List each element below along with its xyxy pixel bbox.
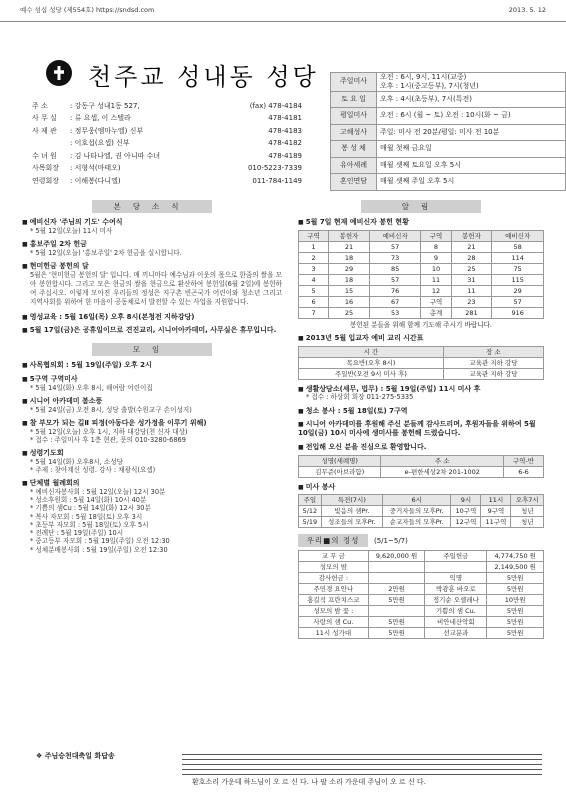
news-item-title: ■ 현미헌금 봉헌의 달 <box>22 262 282 271</box>
schedule-label: 토 요 일 <box>331 91 377 108</box>
table-cell: 성조들의 모후Pr. <box>321 517 382 528</box>
table-cell: 교육관 지하 강당 <box>443 368 543 379</box>
news-item <box>22 361 282 370</box>
table-cell: 교 무 금 <box>299 551 369 562</box>
news-item-detail: * 5월 14일(화) 오후 8시, 해여람 어린이집 <box>22 384 282 392</box>
table-cell: 성모의 밤 꽃 : <box>299 606 369 617</box>
top-bar <box>0 0 566 22</box>
table-cell: 15 <box>329 285 370 296</box>
table-cell: 주민경 요안나 <box>299 584 369 595</box>
table-cell: 28 <box>451 252 492 263</box>
table-header-cell: 시 간 <box>299 346 444 357</box>
contact-phone: 478-4181 <box>268 114 302 123</box>
parish-news-list <box>22 218 282 335</box>
news-item <box>298 385 544 402</box>
table-cell: 2,149,500 원 <box>487 562 544 573</box>
contact-value: : 김 나타나엘, 권 아니따 수녀 <box>70 151 161 160</box>
table-header-cell: 봉헌자 <box>329 230 370 241</box>
contact-phone: 478-4189 <box>268 151 302 160</box>
table-cell: 25 <box>451 263 492 274</box>
schedule-value: 매월 셋째 토요일 오후 5시 <box>377 157 566 174</box>
table-header-cell: 성명(세례명) <box>299 455 381 466</box>
news-item-title: ■ 5월 17일(금)은 공휴일이므로 견진교리, 시니어아카데미, 사무실은 휴무입니다. <box>22 326 282 335</box>
contact-row <box>32 150 302 163</box>
table-row <box>299 595 544 606</box>
news-item-detail: * 기쁨의 샘Cu : 5월 14일(화) 12시 30분 <box>22 504 282 512</box>
news-item-title: ■ 참 부모가 되는 길Ⅱ 피정(아동다운 성가정을 이루기 위해) <box>22 419 282 428</box>
table-header-row <box>299 495 544 506</box>
table-cell: 교육관 지하 강당 <box>443 357 543 368</box>
news-item <box>22 419 282 444</box>
table-cell: 6-6 <box>504 466 544 477</box>
class-table <box>298 346 544 380</box>
table-cell <box>368 606 425 617</box>
table-row <box>299 506 544 517</box>
table-cell: 23 <box>451 296 492 307</box>
schedule-value: 매월 첫째 금요일 <box>377 141 566 158</box>
table-header-cell: 봉헌자 <box>451 230 492 241</box>
table-cell: 총계 <box>421 307 451 318</box>
hymn-footer <box>22 748 544 792</box>
table-cell: 11 <box>421 274 451 285</box>
contact-info <box>32 100 302 188</box>
meetings-list <box>22 361 282 554</box>
schedule-row <box>331 124 566 141</box>
table-header-row <box>299 230 544 241</box>
news-item <box>22 262 282 308</box>
table-cell: 1 <box>299 241 329 252</box>
table-cell <box>425 562 487 573</box>
table-cell: 53 <box>369 307 421 318</box>
table-row <box>299 551 544 562</box>
news-item-detail: * 성소후원회 : 5월 14일(화) 10시 40분 <box>22 496 282 504</box>
contact-label: 주 소 <box>32 101 48 110</box>
table-cell: 성모의 밤 <box>299 562 369 573</box>
contact-value: : 이해봉(다니엘) <box>70 176 121 185</box>
table-cell: 8 <box>421 241 451 252</box>
table-cell: 25 <box>329 307 370 318</box>
contact-row <box>32 175 302 188</box>
church-name: 천주교 성내동 성당 <box>88 63 319 91</box>
contact-row <box>32 163 302 176</box>
news-item-title: ■ 시니어 아카데미 봄소풍 <box>22 397 282 406</box>
news-item <box>298 420 544 438</box>
table-row <box>299 307 544 318</box>
table-cell: 67 <box>369 296 421 307</box>
schedule-row <box>331 157 566 174</box>
table-row <box>299 466 544 477</box>
table-cell: 18 <box>329 274 370 285</box>
news-item <box>22 479 282 554</box>
table-row <box>299 584 544 595</box>
table-header-cell: 주일 <box>299 495 322 506</box>
table-cell: 사랑의 샘 Cu. <box>299 617 369 628</box>
finance-table <box>298 550 544 639</box>
table-cell <box>368 562 425 573</box>
table-cell: 2만원 <box>368 584 425 595</box>
table-cell: 5만원 <box>487 606 544 617</box>
table-cell: 11시 성가대 <box>299 628 369 639</box>
table-cell: 감사헌금 : <box>299 573 369 584</box>
table-cell: 73 <box>369 252 421 263</box>
schedule-label: 고해성사 <box>331 124 377 141</box>
table-row <box>299 252 544 263</box>
news-item-title: ■ 단체별 월례회의 <box>22 479 282 488</box>
table-cell: 114 <box>492 252 544 263</box>
news-item-detail: * 5월 24일(금) 오전 8시, 성당 출발(수원교구 손이성지) <box>22 406 282 414</box>
news-item-title: ■ 생활상담소(세무, 법무) : 5월 19일(주일) 11시 미사 후 <box>298 385 544 394</box>
table-cell: 76 <box>369 285 421 296</box>
table-cell: 주일헌금 <box>425 551 487 562</box>
table-cell: 85 <box>369 263 421 274</box>
left-column <box>22 200 282 554</box>
table-cell: 18 <box>329 252 370 263</box>
news-item-title: ■ 예비신자 '주님의 기도' 수여식 <box>22 218 282 227</box>
news-item <box>298 443 544 452</box>
news-item <box>22 375 282 392</box>
finance-title: 우리■의 정성 <box>298 534 368 547</box>
census-title: ■ 5월 7일 현재 예비신자 봉헌 현황 <box>298 218 544 227</box>
table-cell: 청년 <box>511 506 544 517</box>
news-item-detail: * 전례단 : 5월 19일(주일) 10시 <box>22 529 282 537</box>
schedule-row <box>331 174 566 191</box>
table-header-cell: 구역 <box>421 230 451 241</box>
table-cell: 16 <box>329 296 370 307</box>
table-cell: 29 <box>492 285 544 296</box>
news-item <box>298 407 544 416</box>
table-header-cell: 구역 <box>299 230 329 241</box>
table-row <box>299 296 544 307</box>
contact-row <box>32 138 302 151</box>
contact-value: : 서형석(마태오) <box>70 164 121 173</box>
news-item <box>22 449 282 474</box>
table-header-cell: 6시 <box>382 495 450 506</box>
news-item <box>22 313 282 322</box>
schedule-value: 매월 셋째 주일 오후 5시 <box>377 174 566 191</box>
table-header-cell: 오후7시 <box>511 495 544 506</box>
table-cell: 목요반(오후 8시) <box>299 357 444 368</box>
table-cell: 빛음의 샘Pr. <box>321 506 382 517</box>
class-title: ■ 2013년 5월 입교자 예비 교리 시간표 <box>298 334 544 343</box>
news-item <box>22 397 282 414</box>
table-cell: 5만원 <box>368 595 425 606</box>
news-item-detail: * 예비신자봉사회 : 5월 12일(오늘) 12시 30분 <box>22 488 282 496</box>
table-cell: 3 <box>299 263 329 274</box>
table-row <box>299 357 544 368</box>
news-item-detail: * 중고등부 자모회 : 5월 19일(주일) 오전 12:30 <box>22 537 282 545</box>
table-cell: 281 <box>451 307 492 318</box>
welcome-table <box>298 455 544 478</box>
table-cell: 5만원 <box>487 584 544 595</box>
table-cell: 29 <box>329 263 370 274</box>
table-header-cell: 주 소 <box>381 455 504 466</box>
schedule-label: 주일미사 <box>331 73 377 92</box>
table-header-cell: 장 소 <box>443 346 543 357</box>
table-header-cell: 구역-반 <box>504 455 544 466</box>
contact-value: : 강동구 성내1동 527, <box>70 101 140 110</box>
schedule-label: 평일미사 <box>331 108 377 125</box>
mass-title: ■ 미사 봉사 <box>298 483 544 492</box>
table-row <box>299 285 544 296</box>
table-row <box>299 368 544 379</box>
census-note: 봉헌된 분들을 위해 함께 기도해 주시기 바랍니다. <box>349 320 493 329</box>
news-item-paragraph: 5월은 '현미헌금 봉헌의 달' 입니다. 매 끼니마다 예수님과 이웃의 몫으로 한줌의 쌀을 모아 봉헌합시다. 그리고 모은 현금의 쌀을 현금으로 환산하여 봉헌일(6월 2일)에 봉헌하여 주십시오. 이렇게 모아진 우리들의 정성은 지구촌 빈곤국가 어린이와 청소년 그리고 지역사회를 위하여 한 마음이 공동체로서 발전할 수 있는 사업을 지원합니다. <box>30 270 282 307</box>
table-cell: 중거자들의 모후Pr. <box>382 506 450 517</box>
table-cell: 12구역 <box>451 517 481 528</box>
table-cell: 57 <box>369 274 421 285</box>
table-cell: 김무준(아브라함) <box>299 466 381 477</box>
table-cell: 2 <box>299 252 329 263</box>
schedule-label: 봉 성 체 <box>331 141 377 158</box>
news-item-detail: * 성체분배봉사회 : 5월 19일(주일) 오전 12:30 <box>22 546 282 554</box>
schedule-row <box>331 141 566 158</box>
notices-list <box>298 385 544 452</box>
table-cell: 박광훈 바오로 <box>425 584 487 595</box>
contact-value: : 류 요셉, 이 스텔라 <box>70 114 131 123</box>
table-cell: 9 <box>421 252 451 263</box>
table-row <box>299 562 544 573</box>
table-cell: 기쁨의 샘 Cu. <box>425 606 487 617</box>
contact-label: 사 제 관 <box>32 126 57 135</box>
table-cell: 7 <box>299 307 329 318</box>
table-cell: 5만원 <box>487 573 544 584</box>
table-row <box>299 274 544 285</box>
table-cell: 6 <box>299 296 329 307</box>
mass-table <box>298 494 544 528</box>
table-cell: 선교분과 <box>425 628 487 639</box>
table-cell: 4 <box>299 274 329 285</box>
table-cell: 5/19 <box>299 517 322 528</box>
table-header-cell: 예비신자 <box>369 230 421 241</box>
table-cell: e-편한세상2차 201-1002 <box>381 466 504 477</box>
table-cell: 75 <box>492 263 544 274</box>
section-heading-notices: 알림 <box>361 200 481 213</box>
news-item-detail: * 접수 : 하상회 회장 011-275-5335 <box>298 393 544 401</box>
table-cell: 12 <box>421 285 451 296</box>
table-cell: 익명 <box>425 573 487 584</box>
news-item-title: ■ 청소 봉사 : 5월 18일(토) 7구역 <box>298 407 544 416</box>
schedule-table <box>330 72 566 191</box>
table-cell: 9,620,000 원 <box>368 551 425 562</box>
table-cell: 순교자들의 모후Pr. <box>382 517 450 528</box>
table-cell: 10 <box>421 263 451 274</box>
contact-phone: 478-4182 <box>268 139 302 148</box>
news-item-title: ■ 전입해 오신 분을 진심으로 환영합니다. <box>298 443 544 452</box>
table-cell: 정기순 오셀레나 <box>425 595 487 606</box>
table-cell: 5만원 <box>368 617 425 628</box>
contact-phone: 478-4183 <box>268 126 302 135</box>
news-item-title: ■ 홍보주일 2차 헌금 <box>22 240 282 249</box>
table-cell: 57 <box>369 241 421 252</box>
hymn-title: ❖ 주님승천대축일 화답송 <box>36 752 115 761</box>
news-item-detail: * 초등부 자모회 : 5월 18일(토) 오후 5시 <box>22 521 282 529</box>
table-cell: 11 <box>451 285 492 296</box>
table-header-cell: 11시 <box>481 495 511 506</box>
issue-info: 예수 섬십 성당 (제554호) https://sndsd.com <box>20 6 155 15</box>
contact-row <box>32 113 302 126</box>
news-item-title: ■ 성령기도회 <box>22 449 282 458</box>
news-item-detail: * 주제 : 찾아계신 성령. 강사 : 채광식(요셉) <box>22 466 282 474</box>
church-logo-icon <box>46 60 72 86</box>
finance-period: (5/1~5/7) <box>374 536 408 545</box>
contact-value: : 정무웅(엠마누엘) 신부 <box>70 126 144 135</box>
table-row <box>299 517 544 528</box>
census-table <box>298 230 544 319</box>
table-cell: 5만원 <box>368 628 425 639</box>
news-item-detail: * 5월 12일(오늘) 오후 1시, 지하 대강당(천 신자 대상) <box>22 428 282 436</box>
table-cell: 58 <box>492 241 544 252</box>
table-cell: 홍길석 프란치스코 <box>299 595 369 606</box>
table-cell: 주일반(오전 9시 미사 후) <box>299 368 444 379</box>
news-item-detail: * 5월 14일(화) 오후8시, 소성당 <box>22 458 282 466</box>
table-cell: 10구역 <box>451 506 481 517</box>
table-row <box>299 617 544 628</box>
news-item-detail: * 접수 : 주일미사 후 1층 현관, 문의 010-3280-6869 <box>22 436 282 444</box>
schedule-value: 오후 : 4시(초등부), 7시(특전) <box>377 91 566 108</box>
table-cell: 5만원 <box>487 628 544 639</box>
table-cell: 4,774,750 원 <box>487 551 544 562</box>
right-column <box>298 200 544 639</box>
news-item-title: ■ 사목협의회 : 5월 19일(주일) 오후 2시 <box>22 361 282 370</box>
table-cell: 57 <box>492 296 544 307</box>
table-cell <box>368 573 425 584</box>
contact-label: 연령회장 <box>32 176 60 185</box>
contact-label: 사 무 실 <box>32 114 57 123</box>
section-heading-meetings: 모임 <box>92 343 212 356</box>
news-item-detail: * 복사 자모회 : 5월 18일(토) 오후 3시 <box>22 513 282 521</box>
schedule-label: 유아세례 <box>331 157 377 174</box>
contact-label: 수 녀 원 <box>32 151 57 160</box>
table-header-cell: 예비신자 <box>492 230 544 241</box>
table-cell: 11구역 <box>481 517 511 528</box>
contact-phone: (fax) 478-4184 <box>249 101 302 110</box>
table-row <box>299 628 544 639</box>
contact-phone: 011-784-1149 <box>252 176 302 185</box>
schedule-row <box>331 73 566 92</box>
table-cell: 5만원 <box>487 617 544 628</box>
schedule-label: 혼인면담 <box>331 174 377 191</box>
news-item-title: ■ 영성교육 : 5월 16일(목) 오후 8시(본청전 지하강당) <box>22 313 282 322</box>
section-heading-parish-news: 본당소식 <box>92 200 212 213</box>
table-cell: 구역 <box>421 296 451 307</box>
schedule-value: 주일: 미사 전 20분/평일: 미사 전 10분 <box>377 124 566 141</box>
table-cell: 비안네산악회 <box>425 617 487 628</box>
news-item-title: ■ 시니어 아카데미를 후원해 주신 분들께 감사드리며, 후원자들을 위하여 5월 10일(금) 10시 미사에 생미사를 봉헌해 드렸습니다. <box>298 420 544 438</box>
music-staff <box>182 754 542 774</box>
issue-date: 2013. 5. 12 <box>508 6 546 15</box>
contact-phone: 010-5223-7339 <box>247 164 302 173</box>
table-header-row <box>299 346 544 357</box>
table-cell: 9구역 <box>481 506 511 517</box>
news-item <box>22 240 282 257</box>
news-item-detail: * 5월 12일(오늘) '홍보주일' 2차 헌금을 실시합니다. <box>22 249 282 257</box>
news-item <box>22 326 282 335</box>
table-cell: 21 <box>329 241 370 252</box>
schedule-row <box>331 91 566 108</box>
schedule-row <box>331 108 566 125</box>
schedule-value: 오전 : 6시, 9시, 11시(교중) 오후 : 1시(중고등부), 7시(청년) <box>377 73 566 92</box>
table-cell: 115 <box>492 274 544 285</box>
table-cell: 21 <box>451 241 492 252</box>
contact-row <box>32 125 302 138</box>
table-header-cell: 특전(7시) <box>321 495 382 506</box>
header <box>22 34 544 186</box>
contact-label: 사목회장 <box>32 164 60 173</box>
news-item <box>22 218 282 235</box>
table-row <box>299 573 544 584</box>
contact-value: : 이호섭(요셉) 신부 <box>70 139 130 148</box>
table-cell: 청년 <box>511 517 544 528</box>
table-cell: 5/12 <box>299 506 322 517</box>
table-cell: 10만원 <box>487 595 544 606</box>
table-row <box>299 263 544 274</box>
table-row <box>299 606 544 617</box>
news-item-detail: * 5월 12일(오늘) 11시 미사 <box>22 227 282 235</box>
table-cell: 916 <box>492 307 544 318</box>
table-cell: 31 <box>451 274 492 285</box>
news-item-title: ■ 5구역 구역미사 <box>22 375 282 384</box>
table-cell: 5 <box>299 285 329 296</box>
table-header-cell: 9시 <box>451 495 481 506</box>
table-row <box>299 241 544 252</box>
hymn-lyrics: 환호소리 가운데 하느님이 오 르 신 다. 나 팔 소리 가운데 주님이 오 르 신 다. <box>192 778 426 786</box>
contact-row <box>32 100 302 113</box>
schedule-value: 오전 : 6시 (월 ~ 토) 오전 : 10시(화 ~ 금) <box>377 108 566 125</box>
table-header-row <box>299 455 544 466</box>
